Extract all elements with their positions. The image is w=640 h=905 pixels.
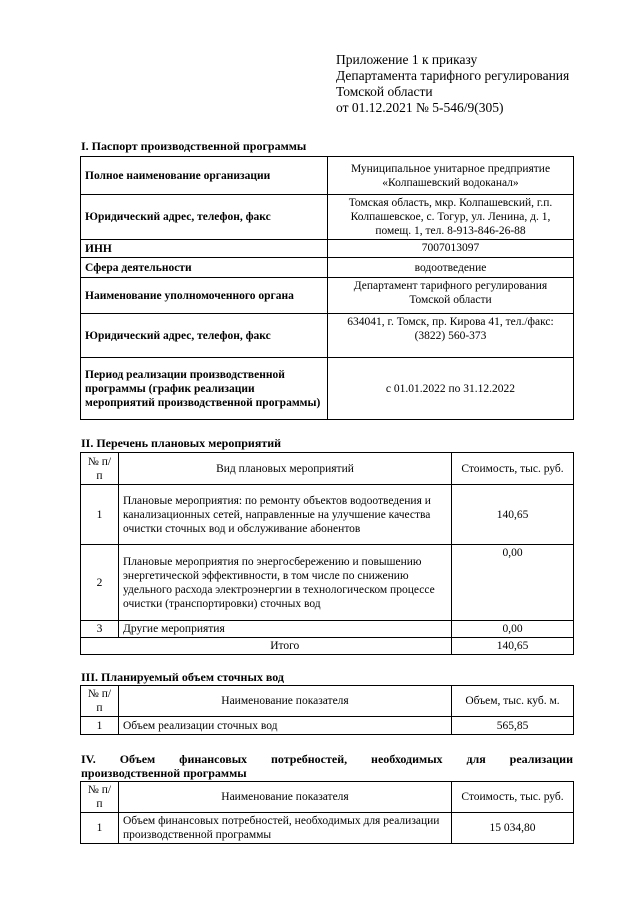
passport-row: Сфера деятельности водоотведение: [81, 258, 574, 278]
section-4-title-line-2: производственной программы: [81, 766, 247, 780]
passport-table: [80, 156, 574, 420]
wastewater-volume-table: [80, 685, 574, 735]
table-header-row: № п/п Вид плановых мероприятий Стоимость, тыс. руб.: [81, 453, 574, 485]
section-1-title: I. Паспорт производственной программы: [81, 139, 307, 153]
table-row: 2 Плановые мероприятия по энергосбережению и повышению энергетической эффективности, в том числе по снижению удельного расхода электроэнергии в технологическом процессе очистки (транспортировки) сточных вод 0,00: [81, 545, 574, 621]
passport-row: Юридический адрес, телефон, факс 634041, г. Томск, пр. Кирова 41, тел./факс: (3822) 560-373: [81, 314, 574, 358]
table-header-row: № п/п Наименование показателя Объем, тыс. куб. м.: [81, 686, 574, 717]
passport-row: Полное наименование организации Муниципальное унитарное предприятие «Колпашевский водоканал»: [81, 157, 574, 195]
section-3-title: III. Планируемый объем сточных вод: [81, 670, 284, 684]
header-line-4: от 01.12.2021 № 5-546/9(305): [336, 100, 504, 115]
section-2-title: II. Перечень плановых мероприятий: [81, 436, 282, 450]
passport-row: Юридический адрес, телефон, факс Томская область, мкр. Колпашевский, г.п. Колпашевское, с. Тогур, ул. Ленина, д. 1, помещ. 1, тел. 8-913-846-26-88: [81, 195, 574, 240]
financial-needs-table: [80, 781, 574, 844]
table-row: 1 Объем финансовых потребностей, необходимых для реализации производственной программы 15 034,80: [81, 813, 574, 844]
total-row: Итого 140,65: [81, 638, 574, 655]
order-header: [336, 52, 626, 116]
table-row: 3 Другие мероприятия 0,00: [81, 621, 574, 638]
header-line-1: Приложение 1 к приказу: [336, 52, 478, 67]
passport-row: Наименование уполномоченного органа Департамент тарифного регулирования Томской области: [81, 278, 574, 314]
passport-row: ИНН 7007013097: [81, 240, 574, 258]
passport-row: Период реализации производственной программы (график реализации мероприятий производственной программы) с 01.01.2022 по 31.12.2022: [81, 358, 574, 420]
header-line-2: Департамента тарифного регулирования: [336, 68, 570, 83]
header-line-3: Томской области: [336, 84, 433, 99]
table-header-row: № п/п Наименование показателя Стоимость, тыс. руб.: [81, 782, 574, 813]
activities-table: [80, 452, 574, 655]
table-row: 1 Плановые мероприятия: по ремонту объектов водоотведения и канализационных сетей, направленные на улучшение качества очистки сточных вод и обслуживание абонентов 140,65: [81, 485, 574, 545]
table-row: 1 Объем реализации сточных вод 565,85: [81, 717, 574, 735]
section-4-title-line-1: IV. Объем финансовых потребностей, необходимых для реализации: [81, 752, 573, 766]
